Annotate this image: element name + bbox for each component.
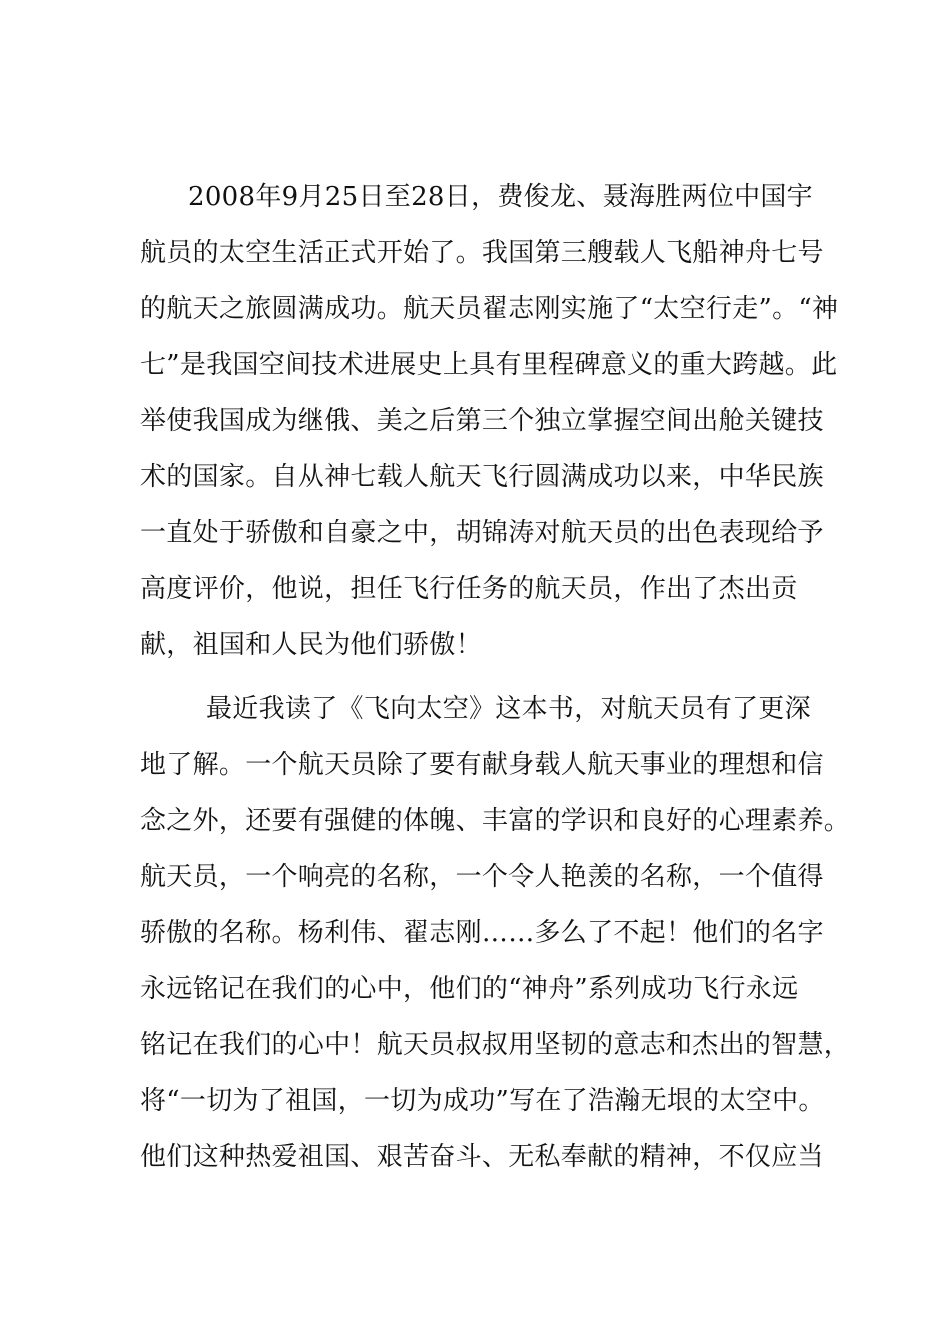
text-line: 地了解。一个航天员除了要有献身载人航天事业的理想和信	[140, 750, 824, 780]
text-line: 七”是我国空间技术进展史上具有里程碑意义的重大跨越。此	[140, 350, 838, 380]
text-line: 献，祖国和人民为他们骄傲！	[140, 630, 482, 660]
text-line: 航天员，一个响亮的名称，一个令人艳羡的名称，一个值得	[140, 862, 824, 892]
text-line: 他们这种热爱祖国、艰苦奋斗、无私奉献的精神，不仅应当	[140, 1142, 824, 1172]
text-line: 航员的太空生活正式开始了。我国第三艘载人飞船神舟七号	[140, 238, 824, 268]
text-line: 骄傲的名称。杨利伟、翟志刚……多么了不起！他们的名字	[140, 918, 824, 948]
text-line: 术的国家。自从神七载人航天飞行圆满成功以来，中华民族	[140, 462, 824, 492]
text-line: 将“一切为了祖国，一切为成功”写在了浩瀚无垠的太空中。	[140, 1086, 825, 1116]
text-line: 一直处于骄傲和自豪之中，胡锦涛对航天员的出色表现给予	[140, 518, 824, 548]
text-line: 高度评价，他说，担任飞行任务的航天员，作出了杰出贡	[140, 574, 798, 604]
text-line: 铭记在我们的心中！航天员叔叔用坚韧的意志和杰出的智慧，	[140, 1030, 851, 1060]
text-line: 举使我国成为继俄、美之后第三个独立掌握空间出舱关键技	[140, 406, 824, 436]
text-line: 的航天之旅圆满成功。航天员翟志刚实施了“太空行走”。“神	[140, 294, 839, 324]
text-line: 念之外，还要有强健的体魄、丰富的学识和良好的心理素养。	[140, 806, 851, 836]
text-line: 最近我读了《飞向太空》这本书，对航天员有了更深	[206, 694, 811, 724]
text-line: 2008年9月25日至28日，费俊龙、聂海胜两位中国宇	[188, 182, 813, 212]
text-line: 永远铭记在我们的心中，他们的“神舟”系列成功飞行永远	[140, 974, 799, 1004]
